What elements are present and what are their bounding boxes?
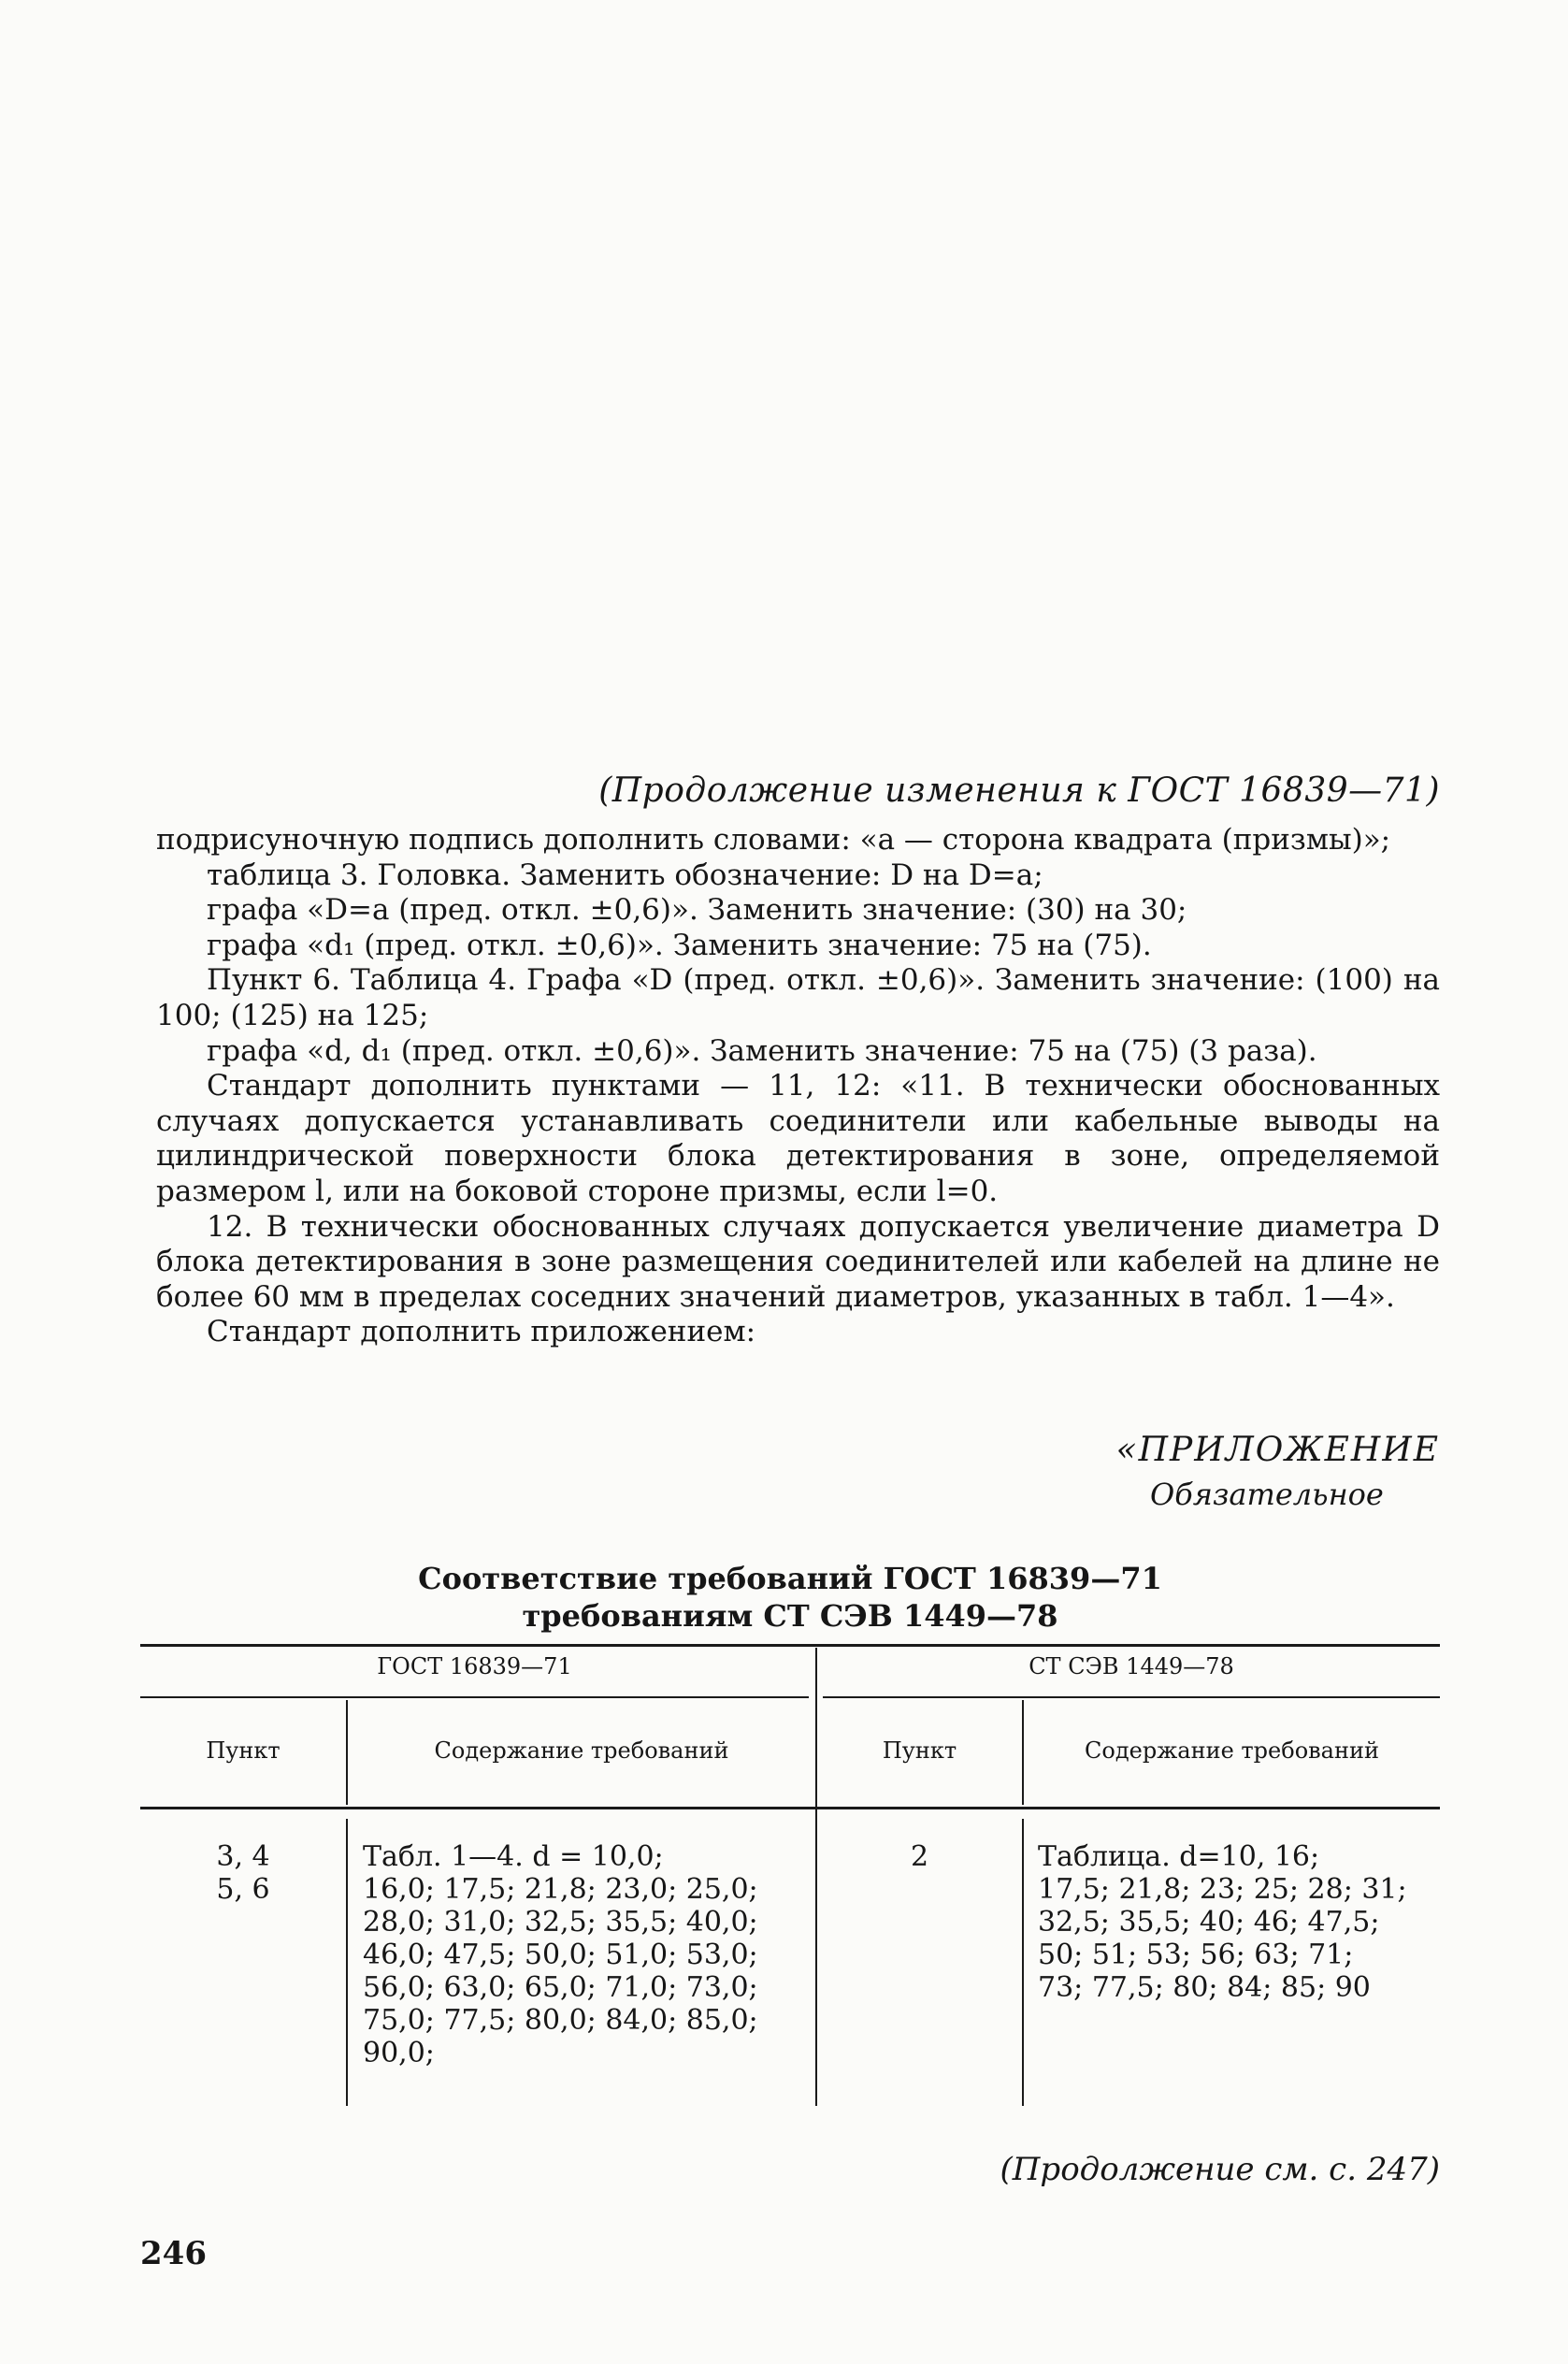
paragraph: графа «d, d₁ (пред. откл. ±0,6)». Заменить значение: 75 на (75) (3 раза). (207, 1033, 1317, 1068)
table-title-line: требованиям СТ СЭВ 1449—78 (522, 1598, 1058, 1634)
appendix-title: «ПРИЛОЖЕНИЕ (1115, 1431, 1440, 1469)
gost-content-line: 16,0; 17,5; 21,8; 23,0; 25,0; (363, 1873, 758, 1906)
appendix-subtitle: Обязательное (1150, 1477, 1384, 1512)
col-header-point: Пункт (882, 1737, 957, 1764)
continuation-header: (Продолжение изменения к ГОСТ 16839—71) (598, 771, 1440, 810)
paragraph: Пункт 6. Таблица 4. Графа «D (пред. откл. ±0,6)». Заменить значение: (100) на 100; (125) на 125; (156, 963, 1440, 1032)
sev-content-cell (1038, 1840, 1440, 2004)
sev-content-line: 32,5; 35,5; 40; 46; 47,5; (1038, 1906, 1380, 1939)
gost-content-line: 28,0; 31,0; 32,5; 35,5; 40,0; (363, 1906, 758, 1939)
gost-content-line: 90,0; (363, 2037, 435, 2069)
paragraph: Стандарт дополнить приложением: (207, 1315, 756, 1349)
group-header-gost: ГОСТ 16839—71 (377, 1653, 572, 1679)
sev-point-cell: 2 (910, 1840, 929, 1873)
table-rule-top (140, 1644, 1440, 1647)
gost-point: 5, 6 (216, 1873, 270, 1906)
sev-content-line: 73; 77,5; 80; 84; 85; 90 (1038, 1971, 1371, 2004)
sev-content-line: Таблица. d=10, 16; (1038, 1840, 1320, 1873)
group-header-sev: СТ СЭВ 1449—78 (1029, 1653, 1234, 1679)
col-header-content: Содержание требований (434, 1737, 729, 1764)
col-header-point: Пункт (206, 1737, 281, 1764)
table-rule-header-bottom (140, 1807, 1440, 1809)
gost-content-line: 75,0; 77,5; 80,0; 84,0; 85,0; (363, 2004, 758, 2037)
paragraph: подрисуночную подпись дополнить словами: «a — сторона квадрата (призмы)»; (156, 823, 1391, 857)
paragraph: таблица 3. Головка. Заменить обозначение: D на D=a; (207, 858, 1043, 892)
gost-content-line: 56,0; 63,0; 65,0; 71,0; 73,0; (363, 1971, 758, 2004)
col-header-content: Содержание требований (1085, 1737, 1379, 1764)
paragraph: графа «d₁ (пред. откл. ±0,6)». Заменить значение: 75 на (75). (207, 928, 1152, 962)
paragraph: графа «D=a (пред. откл. ±0,6)». Заменить значение: (30) на 30; (207, 893, 1187, 928)
gost-content-line: 46,0; 47,5; 50,0; 51,0; 53,0; (363, 1939, 758, 1971)
table-rule-group-right (823, 1696, 1440, 1698)
sev-content-line: 17,5; 21,8; 23; 25; 28; 31; (1038, 1873, 1407, 1906)
page-number: 246 (140, 2235, 207, 2272)
paragraph: 12. В технически обоснованных случаях допускается увеличение диаметра D блока детектирования в зоне размещения соединителей или кабелей на длине не более 60 мм в пределах соседних значений диаметров, указанных в табл. 1—4». (156, 1209, 1440, 1314)
gost-content-cell (363, 1840, 802, 2069)
paragraph: Стандарт дополнить пунктами — 11, 12: «11. В технически обоснованных случаях допускается устанавливать соединители или кабельные выводы на цилиндрической поверхности блока детектирования в зоне, определяемой размером l, или на боковой стороне призмы, если l=0. (156, 1069, 1440, 1208)
gost-point: 3, 4 (216, 1840, 270, 1873)
table-rule-group-left (140, 1696, 809, 1698)
gost-content-line: Табл. 1—4. d = 10,0; (363, 1840, 664, 1873)
table-divider-left (346, 1819, 348, 2106)
gost-point-cell (140, 1840, 346, 1906)
sev-content-line: 50; 51; 53; 56; 63; 71; (1038, 1939, 1354, 1971)
table-title-line: Соответствие требований ГОСТ 16839—71 (418, 1561, 1162, 1596)
table-divider-right (1022, 1819, 1024, 2106)
table-divider-main (815, 1648, 817, 2106)
continuation-footer: (Продолжение см. с. 247) (1000, 2151, 1440, 2188)
